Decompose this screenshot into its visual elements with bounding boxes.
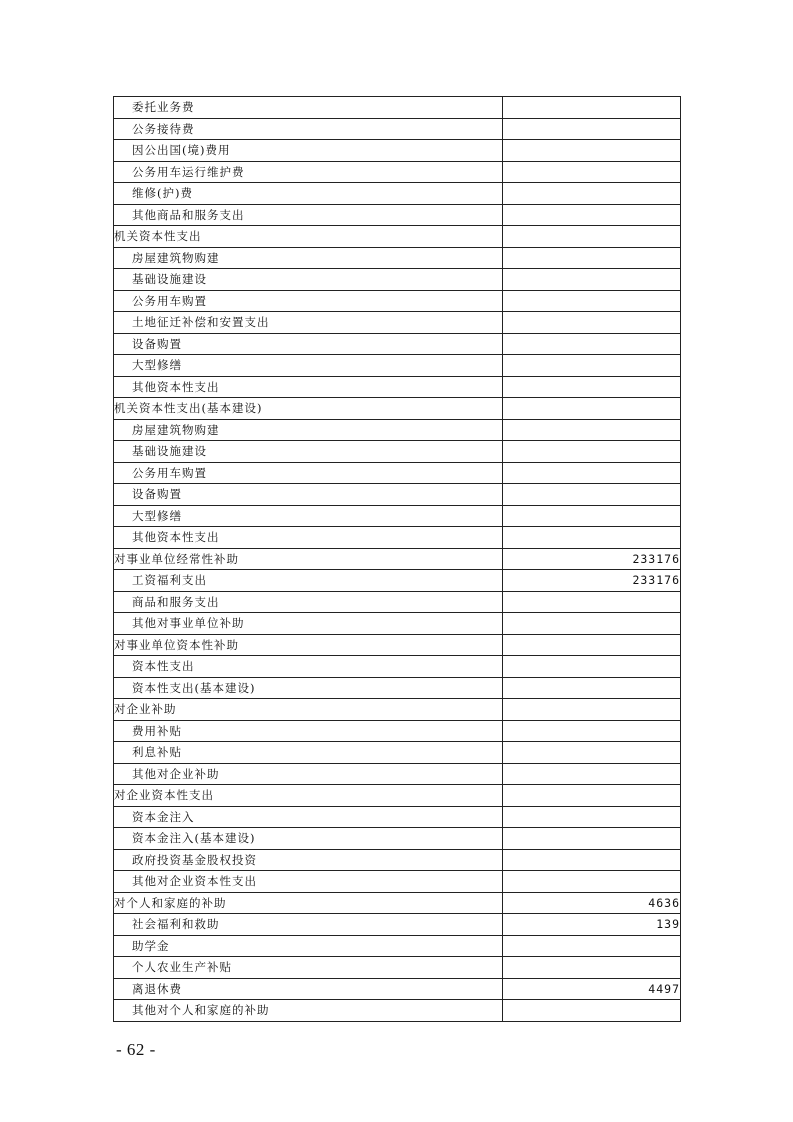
table-row <box>114 290 681 312</box>
row-value-cell <box>503 935 681 957</box>
table-row <box>114 118 681 140</box>
row-label-cell: 对事业单位资本性补助 <box>114 634 503 656</box>
row-value-cell <box>503 462 681 484</box>
row-value-cell <box>503 376 681 398</box>
row-label-cell: 大型修缮 <box>114 505 503 527</box>
row-label-cell: 个人农业生产补贴 <box>114 957 503 979</box>
row-value-cell <box>503 398 681 420</box>
table-row <box>114 527 681 549</box>
row-value-cell <box>503 613 681 635</box>
row-label-cell: 其他商品和服务支出 <box>114 204 503 226</box>
expenditure-table-body <box>114 97 681 1022</box>
table-row <box>114 699 681 721</box>
table-row <box>114 828 681 850</box>
table-row <box>114 914 681 936</box>
row-value-cell <box>503 161 681 183</box>
row-value-cell: 4497 <box>503 978 681 1000</box>
row-value-cell <box>503 290 681 312</box>
row-label-cell: 设备购置 <box>114 333 503 355</box>
row-label-cell: 其他对事业单位补助 <box>114 613 503 635</box>
row-label-cell: 其他对个人和家庭的补助 <box>114 1000 503 1022</box>
row-value-cell <box>503 828 681 850</box>
table-row <box>114 462 681 484</box>
table-row <box>114 97 681 119</box>
row-value-cell <box>503 355 681 377</box>
table-row <box>114 505 681 527</box>
table-row <box>114 806 681 828</box>
row-label-cell: 其他对企业补助 <box>114 763 503 785</box>
table-row <box>114 398 681 420</box>
table-row <box>114 140 681 162</box>
row-value-cell: 4636 <box>503 892 681 914</box>
row-label-cell: 助学金 <box>114 935 503 957</box>
row-label-cell: 对个人和家庭的补助 <box>114 892 503 914</box>
table-row <box>114 613 681 635</box>
table-row <box>114 935 681 957</box>
table-row <box>114 957 681 979</box>
row-label-cell: 基础设施建设 <box>114 269 503 291</box>
table-row <box>114 247 681 269</box>
row-label-cell: 维修(护)费 <box>114 183 503 205</box>
table-row <box>114 333 681 355</box>
expenditure-table <box>113 96 681 1022</box>
page-number: - 62 - <box>116 1040 156 1059</box>
row-value-cell <box>503 333 681 355</box>
table-row <box>114 419 681 441</box>
table-row <box>114 548 681 570</box>
row-label-cell: 离退休费 <box>114 978 503 1000</box>
table-row <box>114 892 681 914</box>
table-row <box>114 742 681 764</box>
row-label-cell: 对事业单位经常性补助 <box>114 548 503 570</box>
table-row <box>114 591 681 613</box>
row-value-cell <box>503 484 681 506</box>
table-row <box>114 570 681 592</box>
row-label-cell: 资本性支出 <box>114 656 503 678</box>
row-value-cell <box>503 269 681 291</box>
row-value-cell <box>503 763 681 785</box>
table-row <box>114 183 681 205</box>
row-value-cell <box>503 183 681 205</box>
table-row <box>114 656 681 678</box>
row-label-cell: 大型修缮 <box>114 355 503 377</box>
row-label-cell: 公务用车购置 <box>114 290 503 312</box>
row-label-cell: 公务用车运行维护费 <box>114 161 503 183</box>
row-value-cell: 139 <box>503 914 681 936</box>
row-value-cell <box>503 806 681 828</box>
row-label-cell: 其他资本性支出 <box>114 376 503 398</box>
row-value-cell <box>503 419 681 441</box>
row-label-cell: 工资福利支出 <box>114 570 503 592</box>
row-label-cell: 资本金注入 <box>114 806 503 828</box>
row-value-cell <box>503 140 681 162</box>
row-value-cell <box>503 441 681 463</box>
table-row <box>114 484 681 506</box>
row-value-cell <box>503 204 681 226</box>
row-value-cell <box>503 247 681 269</box>
row-label-cell: 机关资本性支出(基本建设) <box>114 398 503 420</box>
row-label-cell: 公务用车购置 <box>114 462 503 484</box>
table-row <box>114 161 681 183</box>
row-value-cell <box>503 312 681 334</box>
table-row <box>114 1000 681 1022</box>
row-value-cell <box>503 677 681 699</box>
row-value-cell <box>503 1000 681 1022</box>
row-value-cell <box>503 527 681 549</box>
row-label-cell: 其他资本性支出 <box>114 527 503 549</box>
row-label-cell: 资本性支出(基本建设) <box>114 677 503 699</box>
row-value-cell <box>503 742 681 764</box>
row-label-cell: 基础设施建设 <box>114 441 503 463</box>
row-value-cell <box>503 785 681 807</box>
row-label-cell: 对企业资本性支出 <box>114 785 503 807</box>
table-row <box>114 441 681 463</box>
row-label-cell: 因公出国(境)费用 <box>114 140 503 162</box>
row-value-cell <box>503 97 681 119</box>
row-value-cell <box>503 505 681 527</box>
row-value-cell <box>503 871 681 893</box>
row-label-cell: 资本金注入(基本建设) <box>114 828 503 850</box>
row-label-cell: 政府投资基金股权投资 <box>114 849 503 871</box>
row-label-cell: 对企业补助 <box>114 699 503 721</box>
table-row <box>114 634 681 656</box>
row-value-cell <box>503 849 681 871</box>
table-row <box>114 226 681 248</box>
row-value-cell: 233176 <box>503 548 681 570</box>
row-label-cell: 公务接待费 <box>114 118 503 140</box>
row-label-cell: 利息补贴 <box>114 742 503 764</box>
table-row <box>114 978 681 1000</box>
table-row <box>114 376 681 398</box>
table-row <box>114 355 681 377</box>
row-value-cell <box>503 699 681 721</box>
row-value-cell <box>503 118 681 140</box>
row-label-cell: 费用补贴 <box>114 720 503 742</box>
row-label-cell: 委托业务费 <box>114 97 503 119</box>
row-label-cell: 社会福利和救助 <box>114 914 503 936</box>
row-value-cell <box>503 720 681 742</box>
table-row <box>114 871 681 893</box>
row-label-cell: 土地征迁补偿和安置支出 <box>114 312 503 334</box>
row-label-cell: 房屋建筑物购建 <box>114 419 503 441</box>
table-row <box>114 677 681 699</box>
table-row <box>114 720 681 742</box>
row-value-cell <box>503 226 681 248</box>
row-label-cell: 商品和服务支出 <box>114 591 503 613</box>
row-label-cell: 其他对企业资本性支出 <box>114 871 503 893</box>
table-row <box>114 312 681 334</box>
row-label-cell: 设备购置 <box>114 484 503 506</box>
row-value-cell <box>503 591 681 613</box>
row-value-cell: 233176 <box>503 570 681 592</box>
row-value-cell <box>503 656 681 678</box>
table-row <box>114 785 681 807</box>
row-label-cell: 房屋建筑物购建 <box>114 247 503 269</box>
table-row <box>114 849 681 871</box>
table-row <box>114 269 681 291</box>
table-row <box>114 763 681 785</box>
row-value-cell <box>503 957 681 979</box>
row-value-cell <box>503 634 681 656</box>
table-row <box>114 204 681 226</box>
row-label-cell: 机关资本性支出 <box>114 226 503 248</box>
